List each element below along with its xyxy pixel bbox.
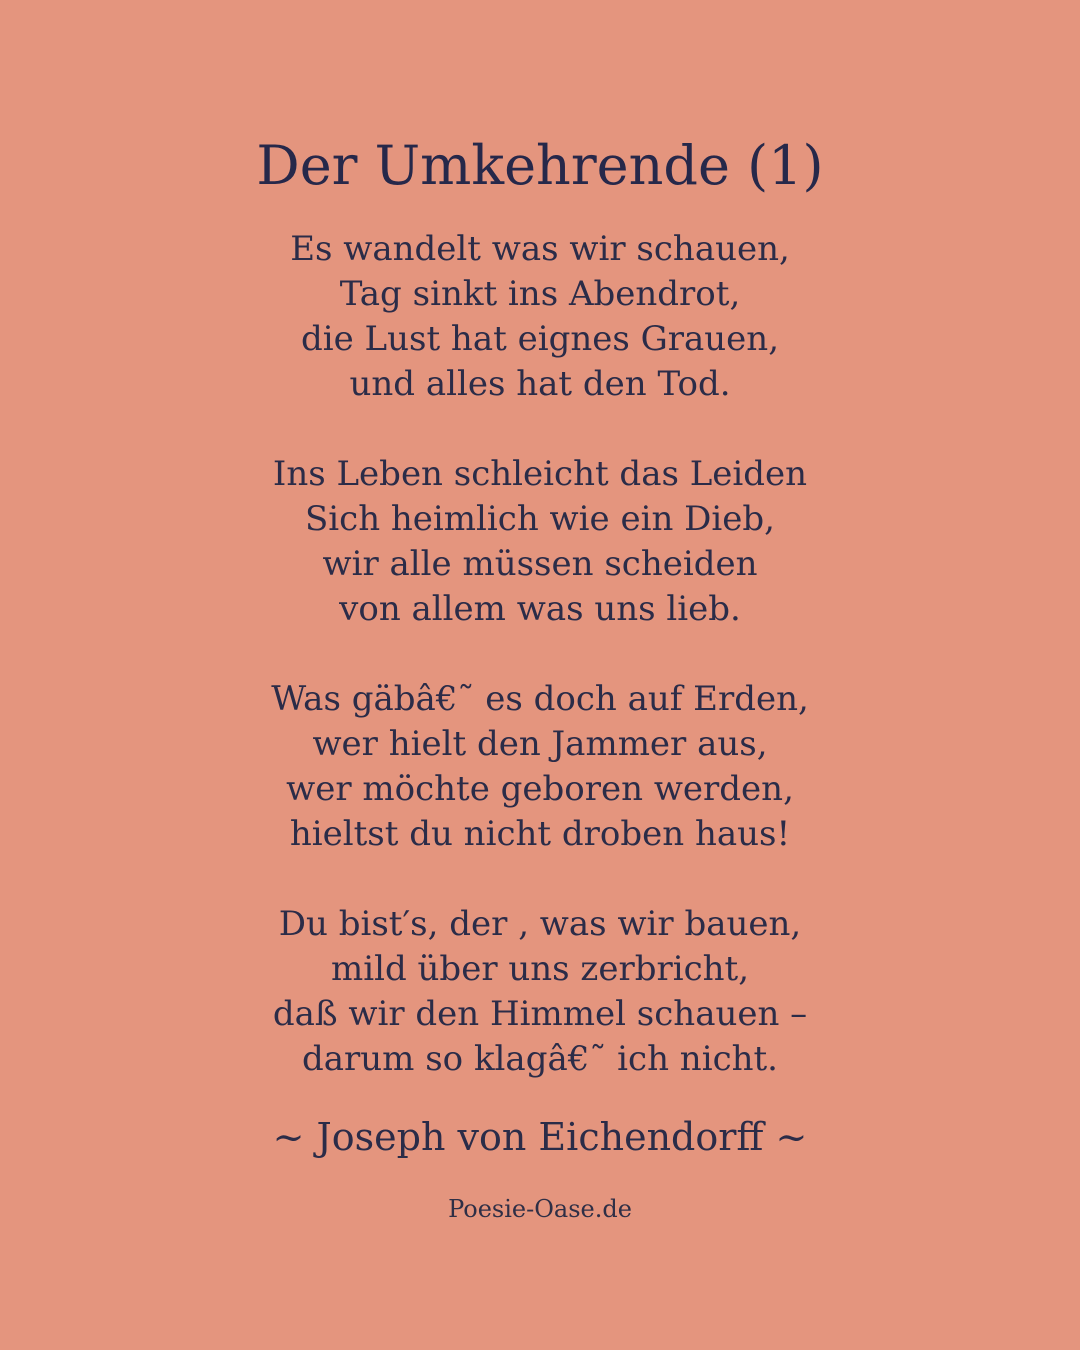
poem-author: ~ Joseph von Eichendorff ~ <box>272 1115 808 1159</box>
stanza-3 <box>0 677 1080 857</box>
poem-line: Es wandelt was wir schauen, <box>290 229 790 269</box>
stanza-4 <box>0 902 1080 1082</box>
poem-line: Sich heimlich wie ein Dieb, <box>305 499 775 539</box>
poem-line: Was gäbâ€˜ es doch auf Erden, <box>271 679 809 719</box>
poem-line: wir alle müssen scheiden <box>322 544 758 584</box>
stanza-2 <box>0 452 1080 632</box>
poem-line: wer möchte geboren werden, <box>286 769 794 809</box>
source-website: Poesie-Oase.de <box>448 1195 632 1223</box>
poem-line: Du bist′s, der , was wir bauen, <box>278 904 802 944</box>
poem-line: von allem was uns lieb. <box>339 589 741 629</box>
stanza-1 <box>0 227 1080 407</box>
poem-line: wer hielt den Jammer aus, <box>312 724 768 764</box>
poem-line: daß wir den Himmel schauen – <box>272 994 808 1034</box>
poem-title: Der Umkehrende (1) <box>256 134 824 197</box>
poem-line: die Lust hat eignes Grauen, <box>300 319 780 359</box>
poem-line: Ins Leben schleicht das Leiden <box>272 454 808 494</box>
poem-line: und alles hat den Tod. <box>349 364 731 404</box>
poem-line: Tag sinkt ins Abendrot, <box>339 274 741 314</box>
poem-line: mild über uns zerbricht, <box>330 949 750 989</box>
poem-line: darum so klagâ€˜ ich nicht. <box>302 1039 778 1079</box>
poem-line: hieltst du nicht droben haus! <box>289 814 791 854</box>
poem-body <box>0 227 1080 1127</box>
